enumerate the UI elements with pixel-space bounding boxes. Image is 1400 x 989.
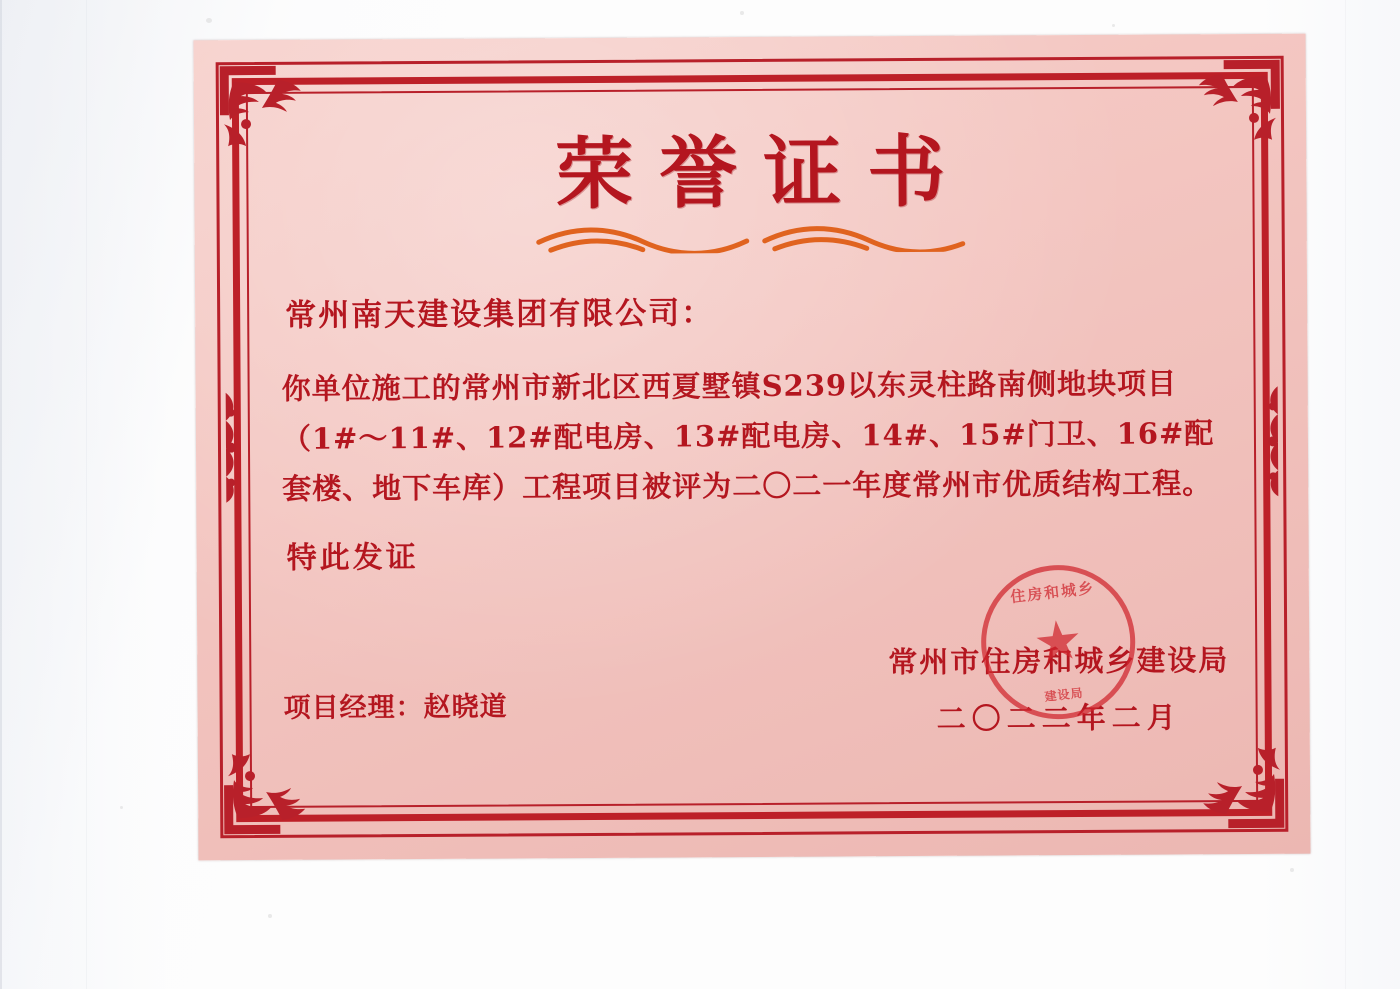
signature-row — [283, 578, 1230, 742]
scan-speck — [1290, 868, 1294, 872]
body-lead-text: 你单位施工的 — [281, 370, 462, 406]
project-manager-line — [283, 684, 507, 724]
official-seal-icon — [974, 557, 1144, 727]
project-manager-label: 项目经理： — [283, 692, 424, 724]
scan-speck — [1112, 24, 1115, 27]
certificate-title-block — [194, 126, 1307, 257]
scan-edge-line — [0, 0, 2, 989]
project-manager-name: 赵晓道 — [423, 691, 508, 724]
body-paragraph — [281, 359, 1236, 514]
scan-speck — [120, 806, 123, 809]
issuer-block — [888, 578, 1230, 738]
issue-date: 二〇二二年二月 — [936, 700, 1182, 736]
issue-note: 特此发证 — [286, 539, 419, 576]
issuing-authority: 常州市住房和城乡建设局 — [888, 643, 1230, 680]
certificate-title: 荣誉证书 — [555, 126, 972, 221]
seal-bottom-text: 建设局 — [1044, 685, 1085, 704]
certificate-document — [194, 34, 1311, 861]
scan-speck — [268, 914, 272, 918]
certificate-body — [281, 284, 1237, 576]
body-award-text: 二〇二一年度常州市优质结构工程。 — [732, 465, 1213, 503]
seal-top-text: 住房和城乡 — [1009, 578, 1097, 607]
salutation-line: 常州南天建设集团有限公司： — [285, 295, 715, 334]
title-flourish-ornament-icon — [195, 215, 1307, 256]
scan-speck — [206, 18, 212, 23]
scan-edge-line — [1345, 0, 1346, 989]
scan-speck — [740, 11, 744, 15]
scan-edge-line — [86, 0, 87, 989]
body-project-text: 常州市新北区西夏墅镇S239以东灵柱路南侧地块项目（1#～11#、12#配电房、13#配电房、14#、15#门卫、16#配套楼、地下车库）工程项目被评为 — [281, 366, 1215, 506]
